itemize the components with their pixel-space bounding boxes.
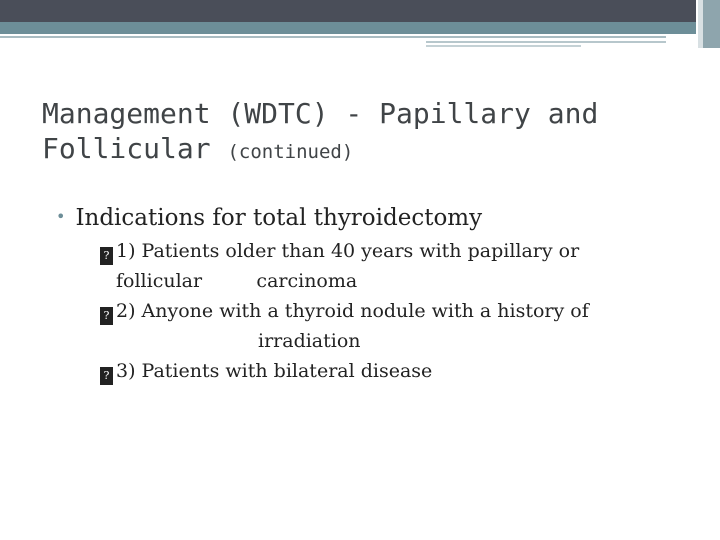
- sub-item-3: [100, 356, 676, 386]
- sub-item-2-cont: irradiation: [258, 330, 361, 352]
- title-follicular: Follicular: [42, 132, 211, 165]
- slide-body: [56, 202, 676, 386]
- sub-item-2-text: 2) Anyone with a thyroid nodule with a history of: [116, 300, 589, 322]
- bullet-item: [56, 202, 676, 236]
- header-bar-dark: [0, 0, 696, 22]
- sub-item-1: [100, 236, 676, 266]
- title-continued: (continued): [227, 141, 354, 163]
- header-bar-teal: [0, 22, 696, 34]
- bullet-text: Indications for total thyroidectomy: [75, 205, 483, 231]
- title-line-1: Management (WDTC) - Papillary and: [42, 97, 599, 130]
- missing-glyph-icon: ?: [100, 367, 113, 385]
- bullet-dot-icon: •: [56, 207, 66, 226]
- sub-item-2: [100, 296, 676, 326]
- sub-item-3-text: 3) Patients with bilateral disease: [116, 360, 433, 382]
- header-line-2: [426, 41, 666, 43]
- sub-item-1-text: 1) Patients older than 40 years with papillary or: [116, 240, 580, 262]
- header-line-1: [0, 36, 666, 38]
- header-line-3: [426, 45, 581, 47]
- missing-glyph-icon: ?: [100, 307, 113, 325]
- sub-item-1-cont: follicular carcinoma: [116, 270, 358, 292]
- missing-glyph-icon: ?: [100, 247, 113, 265]
- slide-title: [42, 96, 682, 170]
- header-corner-inner: [703, 0, 720, 48]
- title-line-2: [42, 131, 682, 170]
